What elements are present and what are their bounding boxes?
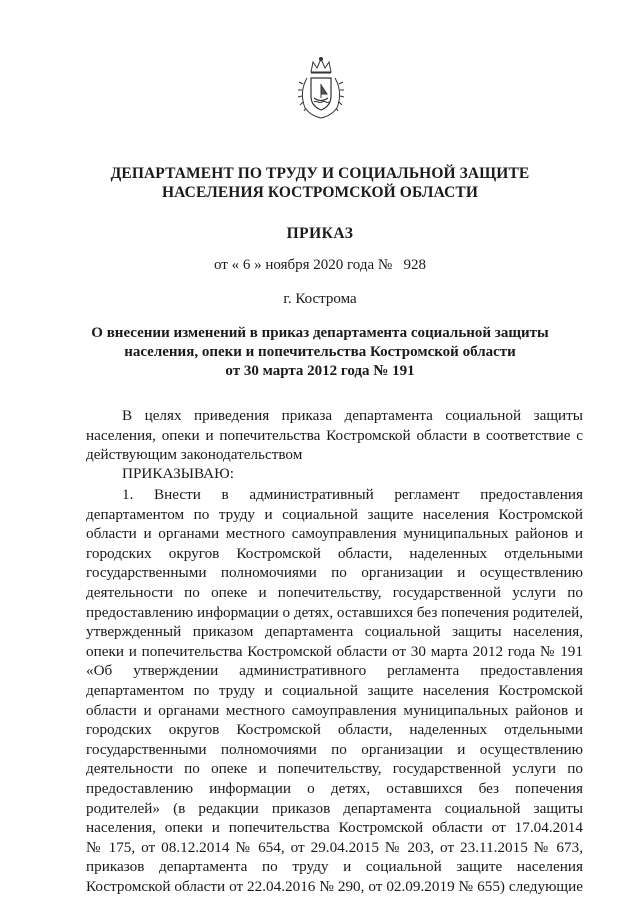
item1-line: приказов департамента по труду и социальной защите населения [86, 858, 583, 876]
order-subject [0, 324, 640, 381]
kostroma-coat-of-arms-icon [293, 56, 349, 120]
item1-line: населения, опеки и попечительства Костромской области от 17.04.2014 [86, 819, 583, 837]
department-name-line1: ДЕПАРТАМЕНТ ПО ТРУДУ И СОЦИАЛЬНОЙ ЗАЩИТЕ [110, 165, 530, 182]
item1-line: деятельности по опеке и попечительству, государственной услуги по [86, 583, 583, 601]
item1-line: деятельности по опеке и попечительству, государственной услуги по [86, 760, 583, 778]
item1-line: городских округов Костромской области, наделенных отдельными [86, 544, 583, 562]
document-type: ПРИКАЗ [286, 225, 354, 242]
order-date-number: от « 6 » ноября 2020 года № 928 [214, 257, 426, 273]
item1-line: предоставлению информации о детях, оставшихся без попечения родителей, [86, 603, 583, 621]
subject-line3: от 30 марта 2012 года № 191 [225, 363, 415, 379]
preamble-line: действующим законодательством [86, 446, 303, 464]
item1-line: государственными полномочиями по организации и осуществлению [86, 740, 583, 758]
department-name-line2: НАСЕЛЕНИЯ КОСТРОМСКОЙ ОБЛАСТИ [162, 184, 478, 201]
item1-line: опеки и попечительства Костромской области от 30 марта 2012 года № 191 [86, 642, 583, 660]
subject-line1: О внесении изменений в приказ департамента социальной защиты [91, 325, 549, 341]
item1-line: утвержденный приказом департамента социальной защиты населения, [86, 623, 583, 641]
item1-line: «Об утверждении административного регламента предоставления [86, 662, 583, 680]
item1-line: области и органами местного самоуправления муниципальных районов и [86, 525, 583, 543]
order-city: г. Кострома [283, 291, 357, 307]
preamble-line: населения, опеки и попечительства Костромской области в соответствие с [86, 426, 583, 444]
item1-line: Костромской области от 22.04.2016 № 290, от 02.09.2019 № 655) следующие [86, 877, 583, 895]
item1-line: государственными полномочиями по организации и осуществлению [86, 564, 583, 582]
item1-line: департаментом по труду и социальной защите населения Костромской [86, 505, 583, 523]
item1-line: предоставлению информации о детях, оставшихся без попечения [86, 779, 583, 797]
item1-paragraph [86, 485, 583, 896]
department-name [0, 164, 640, 202]
item1-line: родителей» (в редакции приказов департамента социальной защиты [86, 799, 583, 817]
item1-line: № 175, от 08.12.2014 № 654, от 29.04.2015 № 203, от 23.11.2015 № 673, [86, 838, 583, 856]
order-directive: ПРИКАЗЫВАЮ: [122, 465, 234, 482]
item1-line: 1. Внести в административный регламент предоставления [122, 486, 583, 503]
preamble-line: В целях приведения приказа департамента социальной защиты [122, 407, 583, 424]
subject-line2: населения, опеки и попечительства Костромской области [124, 344, 516, 360]
item1-line: области и органами местного самоуправления муниципальных районов и [86, 701, 583, 719]
item1-line: департаментом по труду и социальной защите населения Костромской [86, 681, 583, 699]
preamble-paragraph [86, 406, 583, 465]
item1-line: городских округов Костромской области, наделенных отдельными [86, 721, 583, 739]
